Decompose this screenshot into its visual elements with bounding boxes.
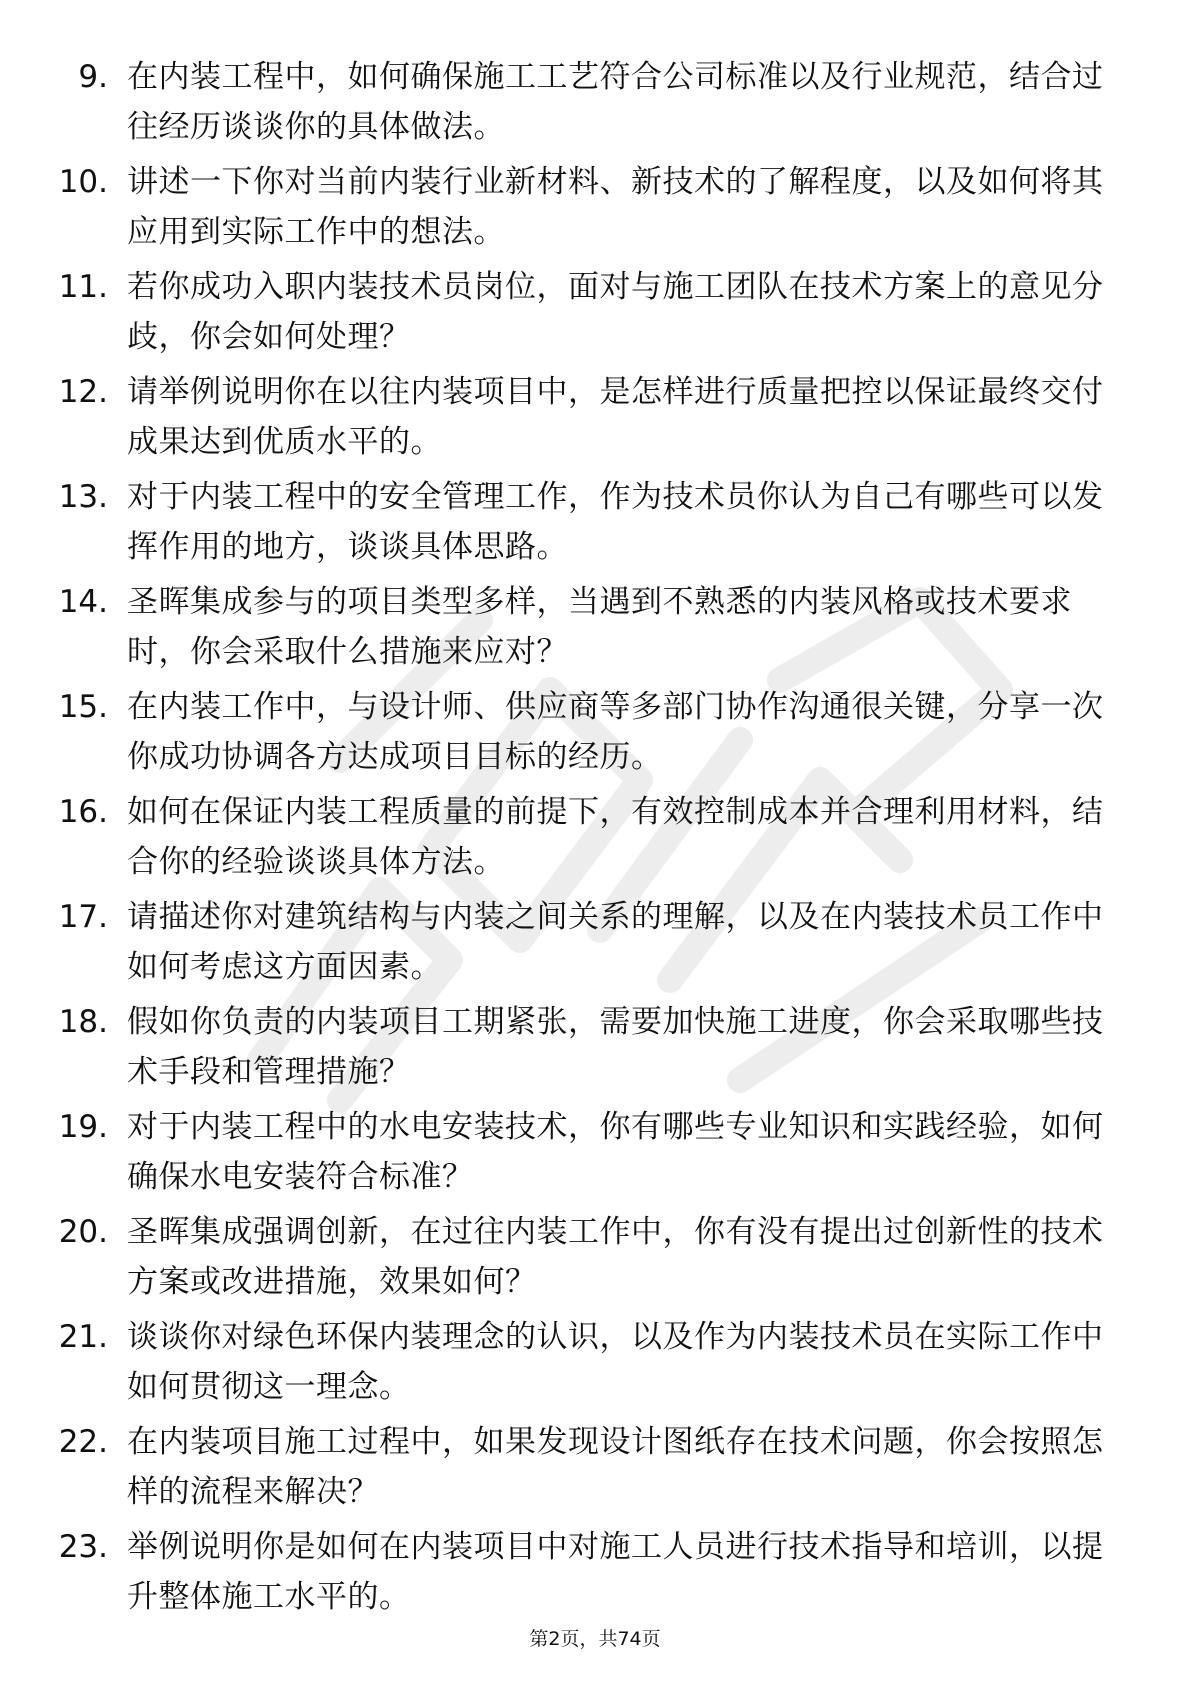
page-number-label: 第2页，共74页	[529, 1628, 661, 1650]
question-item	[0, 157, 1190, 262]
question-number: 15.	[58, 689, 108, 725]
question-number: 9.	[78, 59, 108, 95]
question-item	[0, 1207, 1190, 1312]
question-item	[0, 367, 1190, 472]
question-text: 举例说明你是如何在内装项目中对施工人员进行技术指导和培训，以提升整体施工水平的。	[127, 1529, 1104, 1615]
question-item	[0, 997, 1190, 1102]
question-number: 12.	[58, 374, 108, 410]
question-number: 19.	[58, 1109, 108, 1145]
question-text: 对于内装工程中的水电安装技术，你有哪些专业知识和实践经验，如何确保水电安装符合标准？	[127, 1109, 1104, 1195]
question-list	[0, 52, 1190, 1627]
question-number: 17.	[58, 899, 108, 935]
question-item	[0, 52, 1190, 157]
question-number: 20.	[58, 1214, 108, 1250]
question-text: 谈谈你对绿色环保内装理念的认识，以及作为内装技术员在实际工作中如何贯彻这一理念。	[127, 1319, 1104, 1405]
question-number: 10.	[58, 164, 108, 200]
question-item	[0, 1417, 1190, 1522]
question-text: 在内装工程中，如何确保施工工艺符合公司标准以及行业规范，结合过往经历谈谈你的具体做法。	[127, 59, 1104, 145]
question-item	[0, 1102, 1190, 1207]
question-text: 圣晖集成参与的项目类型多样，当遇到不熟悉的内装风格或技术要求时，你会采取什么措施来应对？	[127, 584, 1072, 670]
question-text: 讲述一下你对当前内装行业新材料、新技术的了解程度，以及如何将其应用到实际工作中的想法。	[127, 164, 1104, 250]
question-item	[0, 472, 1190, 577]
question-item	[0, 1522, 1190, 1627]
question-number: 11.	[58, 269, 108, 305]
question-number: 13.	[58, 479, 108, 515]
question-item	[0, 262, 1190, 367]
question-text: 假如你负责的内装项目工期紧张，需要加快施工进度，你会采取哪些技术手段和管理措施？	[127, 1004, 1104, 1090]
question-number: 14.	[58, 584, 108, 620]
question-item	[0, 892, 1190, 997]
question-item	[0, 1312, 1190, 1417]
question-number: 16.	[58, 794, 108, 830]
question-text: 在内装项目施工过程中，如果发现设计图纸存在技术问题，你会按照怎样的流程来解决？	[127, 1424, 1104, 1510]
question-item	[0, 682, 1190, 787]
question-number: 23.	[58, 1529, 108, 1565]
question-text: 若你成功入职内装技术员岗位，面对与施工团队在技术方案上的意见分歧，你会如何处理？	[127, 269, 1104, 355]
page-footer	[0, 1627, 1190, 1651]
question-text: 如何在保证内装工程质量的前提下，有效控制成本并合理利用材料，结合你的经验谈谈具体方法。	[127, 794, 1104, 880]
question-text: 请举例说明你在以往内装项目中，是怎样进行质量把控以保证最终交付成果达到优质水平的。	[127, 374, 1104, 460]
question-text: 在内装工作中，与设计师、供应商等多部门协作沟通很关键，分享一次你成功协调各方达成项目目标的经历。	[127, 689, 1104, 775]
question-text: 对于内装工程中的安全管理工作，作为技术员你认为自己有哪些可以发挥作用的地方，谈谈具体思路。	[127, 479, 1104, 565]
question-number: 18.	[58, 1004, 108, 1040]
question-text: 圣晖集成强调创新，在过往内装工作中，你有没有提出过创新性的技术方案或改进措施，效果如何？	[127, 1214, 1104, 1300]
question-item	[0, 577, 1190, 682]
question-item	[0, 787, 1190, 892]
question-text: 请描述你对建筑结构与内装之间关系的理解，以及在内装技术员工作中如何考虑这方面因素。	[127, 899, 1104, 985]
question-number: 22.	[58, 1424, 108, 1460]
question-number: 21.	[58, 1319, 108, 1355]
